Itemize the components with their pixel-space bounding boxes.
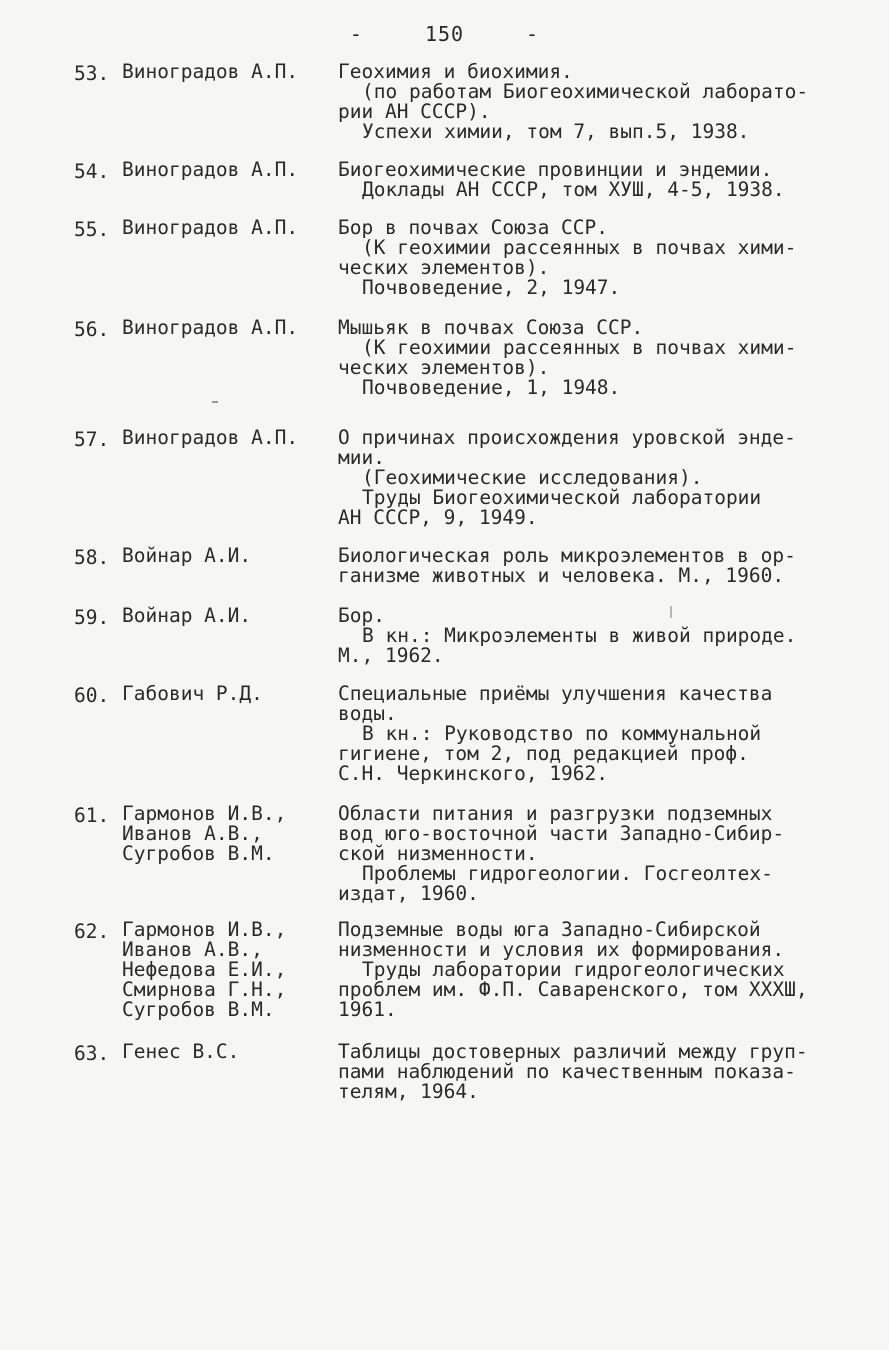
entry-citation [338, 428, 818, 528]
entry-number: 55. [74, 218, 110, 241]
entry-number: 54. [74, 160, 110, 183]
entry-authors [122, 62, 332, 82]
entry-authors [122, 218, 332, 238]
author-name: Войнар А.И. [122, 604, 252, 627]
citation-line: АН СССР, 9, 1949. [338, 506, 538, 529]
citation-line: С.Н. Черкинского, 1962. [338, 762, 609, 785]
citation-line: В кн.: Микроэлементы в живой природе. [362, 624, 797, 647]
entry-authors [122, 684, 332, 704]
entry-authors [122, 160, 332, 180]
citation-line: ческих элементов). [338, 356, 550, 379]
page-header [0, 22, 889, 46]
scan-speck [212, 401, 218, 403]
author-name: Смирнова Г.Н., [122, 978, 287, 1001]
citation-line: Успехи химии, том 7, вып.5, 1938. [362, 120, 750, 143]
author-name: Виноградов А.П. [122, 216, 299, 239]
citation-line: Труды лаборатории гидрогеологических [362, 958, 785, 981]
page-number: 150 [424, 22, 465, 46]
entry-authors [122, 318, 332, 338]
header-right-dash: - [526, 22, 540, 46]
author-name: Виноградов А.П. [122, 60, 299, 83]
citation-line: Доклады АН СССР, том ХУШ, 4-5, 1938. [362, 178, 785, 201]
entry-authors [122, 546, 332, 566]
citation-line: ской низменности. [338, 842, 538, 865]
author-name: Виноградов А.П. [122, 158, 299, 181]
entry-citation [338, 920, 818, 1020]
citation-line: В кн.: Руководство по коммунальной [362, 722, 762, 745]
entry-number: 57. [74, 428, 110, 451]
citation-line: Проблемы гидрогеологии. Госгеолтех- [362, 862, 773, 885]
entry-authors [122, 1042, 332, 1062]
entry-number: 59. [74, 606, 110, 629]
entry-authors [122, 804, 332, 864]
entry-number: 56. [74, 318, 110, 341]
citation-line: 1961. [338, 998, 397, 1021]
author-name: Иванов А.В., [122, 822, 263, 845]
entry-citation [338, 684, 818, 784]
entry-number: 58. [74, 546, 110, 569]
entry-citation [338, 62, 818, 142]
author-name: Нефедова Е.И., [122, 958, 287, 981]
citation-line: телям, 1964. [338, 1080, 479, 1103]
entry-citation [338, 218, 818, 298]
citation-line: ческих элементов). [338, 256, 550, 279]
entry-citation [338, 546, 818, 586]
citation-line: низменности и условия их формирования. [338, 938, 785, 961]
citation-line: Подземные воды юга Западно-Сибирской [338, 918, 761, 941]
citation-line: Биогеохимические провинции и эндемии. [338, 158, 773, 181]
citation-line: М., 1962. [338, 644, 444, 667]
citation-line: рии АН СССР). [338, 100, 491, 123]
citation-line: Мышьяк в почвах Союза ССР. [338, 316, 644, 339]
citation-line: пами наблюдений по качественным показа- [338, 1060, 796, 1083]
citation-line: Геохимия и биохимия. [338, 60, 573, 83]
citation-line: Бор в почвах Союза ССР. [338, 216, 609, 239]
entry-number: 53. [74, 62, 110, 85]
author-name: Сугробов В.М. [122, 842, 275, 865]
citation-line: Почвоведение, 2, 1947. [362, 276, 621, 299]
author-name: Генес В.С. [122, 1040, 240, 1063]
entry-citation [338, 318, 818, 398]
entry-citation [338, 606, 818, 666]
citation-line: Области питания и разгрузки подземных [338, 802, 773, 825]
citation-line: Специальные приёмы улучшения качества [338, 682, 773, 705]
header-left-dash: - [349, 22, 363, 46]
citation-line: Труды Биогеохимической лаборатории [362, 486, 762, 509]
entry-citation [338, 160, 818, 200]
author-name: Иванов А.В., [122, 938, 263, 961]
author-name: Гармонов И.В., [122, 918, 287, 941]
citation-line: (К геохимии рассеянных в почвах хими- [362, 236, 797, 259]
entry-number: 63. [74, 1042, 110, 1065]
citation-line: О причинах происхождения уровской энде- [338, 426, 796, 449]
author-name: Габович Р.Д. [122, 682, 263, 705]
citation-line: Почвоведение, 1, 1948. [362, 376, 621, 399]
author-name: Виноградов А.П. [122, 426, 299, 449]
entry-authors [122, 920, 332, 1020]
entry-authors [122, 606, 332, 626]
scan-speck [670, 606, 672, 618]
citation-line: проблем им. Ф.П. Саваренского, том XXXШ, [338, 978, 808, 1001]
citation-line: воды. [338, 702, 397, 725]
entry-authors [122, 428, 332, 448]
entry-number: 62. [74, 920, 110, 943]
citation-line: (К геохимии рассеянных в почвах хими- [362, 336, 797, 359]
author-name: Войнар А.И. [122, 544, 252, 567]
citation-line: (Геохимические исследования). [362, 466, 703, 489]
entry-number: 60. [74, 684, 110, 707]
citation-line: вод юго-восточной части Западно-Сибир- [338, 822, 785, 845]
citation-line: Таблицы достоверных различий между груп- [338, 1040, 808, 1063]
entry-number: 61. [74, 804, 110, 827]
citation-line: (по работам Биогеохимической лаборато- [362, 80, 809, 103]
author-name: Гармонов И.В., [122, 802, 287, 825]
citation-line: Биологическая роль микроэлементов в ор- [338, 544, 796, 567]
citation-line: ганизме животных и человека. М., 1960. [338, 564, 785, 587]
citation-line: мии. [338, 446, 385, 469]
author-name: Сугробов В.М. [122, 998, 275, 1021]
author-name: Виноградов А.П. [122, 316, 299, 339]
entry-citation [338, 804, 818, 904]
citation-line: гигиене, том 2, под редакцией проф. [338, 742, 749, 765]
citation-line: Бор. [338, 604, 385, 627]
citation-line: издат, 1960. [338, 882, 479, 905]
entry-citation [338, 1042, 818, 1102]
